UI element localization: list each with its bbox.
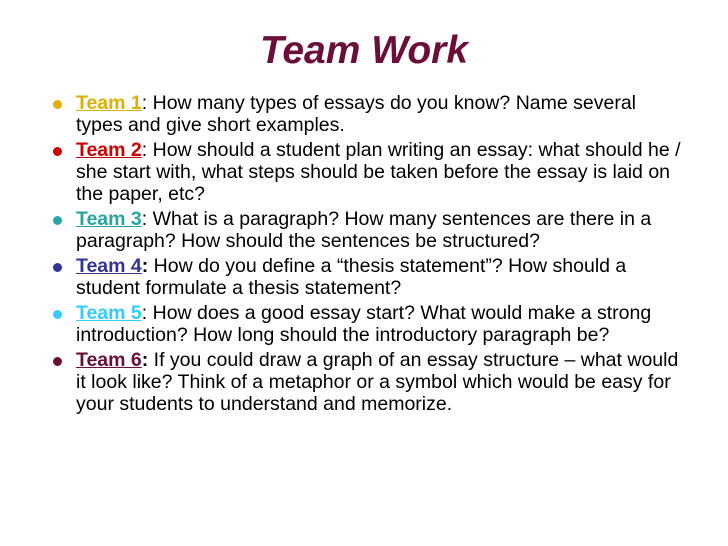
team-1-colon: : bbox=[141, 92, 148, 114]
bullet-dot-icon bbox=[53, 263, 62, 272]
team-2-question: How should a student plan writing an essay: what should he / she start with, what steps should be taken before the essay is laid on the paper, etc? bbox=[76, 139, 681, 205]
team-5-question: How does a good essay start? What would make a strong introduction? How long should the introductory paragraph be? bbox=[76, 302, 652, 346]
team-2-colon: : bbox=[141, 139, 148, 161]
bullet-list bbox=[0, 92, 728, 418]
team-6-label: Team 6 bbox=[76, 349, 142, 371]
bullet-item-team-2 bbox=[0, 139, 728, 205]
team-3-question: What is a paragraph? How many sentences are there in a paragraph? How should the sentences be structured? bbox=[76, 208, 652, 252]
team-1-question: How many types of essays do you know? Name several types and give short examples. bbox=[76, 92, 636, 136]
bullet-dot-icon bbox=[53, 357, 62, 366]
slide-title: Team Work bbox=[259, 29, 469, 72]
team-4-colon: : bbox=[141, 255, 149, 277]
bullet-item-team-5 bbox=[0, 302, 728, 346]
bullet-dot-icon bbox=[53, 310, 62, 319]
team-5-colon: : bbox=[141, 302, 148, 324]
team-6-colon: : bbox=[141, 349, 149, 371]
bullet-item-team-4 bbox=[0, 255, 728, 299]
bullet-item-team-6 bbox=[0, 349, 728, 415]
bullet-item-team-1 bbox=[0, 92, 728, 136]
team-2-label: Team 2 bbox=[76, 139, 142, 161]
team-6-question: If you could draw a graph of an essay structure – what would it look like? Think of a metaphor or a symbol which would be easy for your students to understand and memorize. bbox=[76, 349, 679, 415]
team-3-colon: : bbox=[141, 208, 148, 230]
team-1-label: Team 1 bbox=[76, 92, 142, 114]
bullet-item-team-3 bbox=[0, 208, 728, 252]
bullet-dot-icon bbox=[53, 216, 62, 225]
team-4-question: How do you define a “thesis statement”? How should a student formulate a thesis statement? bbox=[76, 255, 627, 299]
bullet-dot-icon bbox=[53, 147, 62, 156]
team-3-label: Team 3 bbox=[76, 208, 142, 230]
team-4-label: Team 4 bbox=[76, 255, 142, 277]
team-5-label: Team 5 bbox=[76, 302, 142, 324]
bullet-dot-icon bbox=[53, 100, 62, 109]
